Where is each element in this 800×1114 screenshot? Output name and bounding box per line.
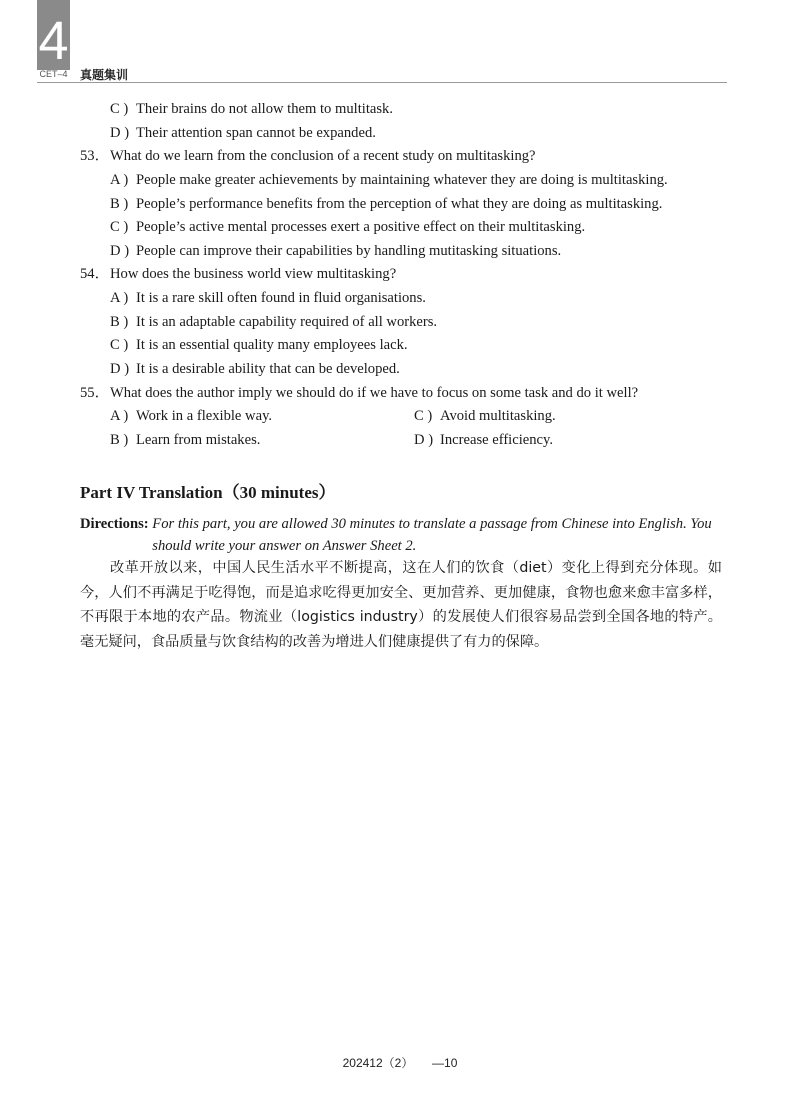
exam-level-digit: 4 <box>38 11 69 71</box>
question-stem: 55．What does the author imply we should do if we have to focus on some task and do it well? <box>80 385 639 401</box>
header-divider <box>37 82 727 83</box>
option-line: B ) Learn from mistakes. <box>110 432 261 448</box>
exam-code: 202412（2） <box>342 1056 414 1070</box>
translation-passage: 改革开放以来，中国人民生活水平不断提高，这在人们的饮食（diet）变化上得到充分体现。如今，人们不再满足于吃得饱，而是追求吃得更加安全、更加营养、更加健康，食物也愈来愈丰富多样，不再限于本地的农产品。物流业（logistics industry）的发展使人们很容易品尝到全国各地的特产。毫无疑问，食品质量与饮食结构的改善为增进人们健康提供了有力的保障。 <box>80 560 722 650</box>
section-label: 真题集训 <box>80 68 129 82</box>
part-title: Part IV Translation（30 minutes） <box>80 483 336 502</box>
option-line: B ) It is an adaptable capability required of all workers. <box>110 314 438 330</box>
directions <box>80 513 720 557</box>
page-number: —10 <box>432 1056 458 1070</box>
option-line: B ) People’s performance benefits from the perception of what they are doing as multitasking. <box>110 196 663 212</box>
option-line: D ) It is a desirable ability that can be developed. <box>110 361 400 377</box>
option-line: C ) People’s active mental processes exert a positive effect on their multitasking. <box>110 219 586 235</box>
page-footer <box>0 1054 800 1071</box>
option-line: C ) Their brains do not allow them to multitask. <box>110 101 393 117</box>
option-line: C ) Avoid multitasking. <box>414 408 556 424</box>
option-line: A ) People make greater achievements by maintaining whatever they are doing is multitasking. <box>110 172 668 188</box>
question-stem: 54．How does the business world view multitasking? <box>80 266 397 282</box>
option-line: D ) People can improve their capabilities by handling mutitasking situations. <box>110 243 562 259</box>
option-line: D ) Their attention span cannot be expanded. <box>110 125 376 141</box>
directions-text: For this part, you are allowed 30 minutes to translate a passage from Chinese into English. You should write your answer on Answer Sheet 2. <box>152 516 712 554</box>
option-line: A ) Work in a flexible way. <box>110 408 273 424</box>
exam-name: CET–4 <box>39 69 68 79</box>
option-line: D ) Increase efficiency. <box>414 432 554 448</box>
directions-label: Directions: <box>80 516 149 532</box>
question-stem: 53．What do we learn from the conclusion of a recent study on multitasking? <box>80 148 536 164</box>
option-line: A ) It is a rare skill often found in fluid organisations. <box>110 290 426 306</box>
option-line: C ) It is an essential quality many employees lack. <box>110 337 408 353</box>
